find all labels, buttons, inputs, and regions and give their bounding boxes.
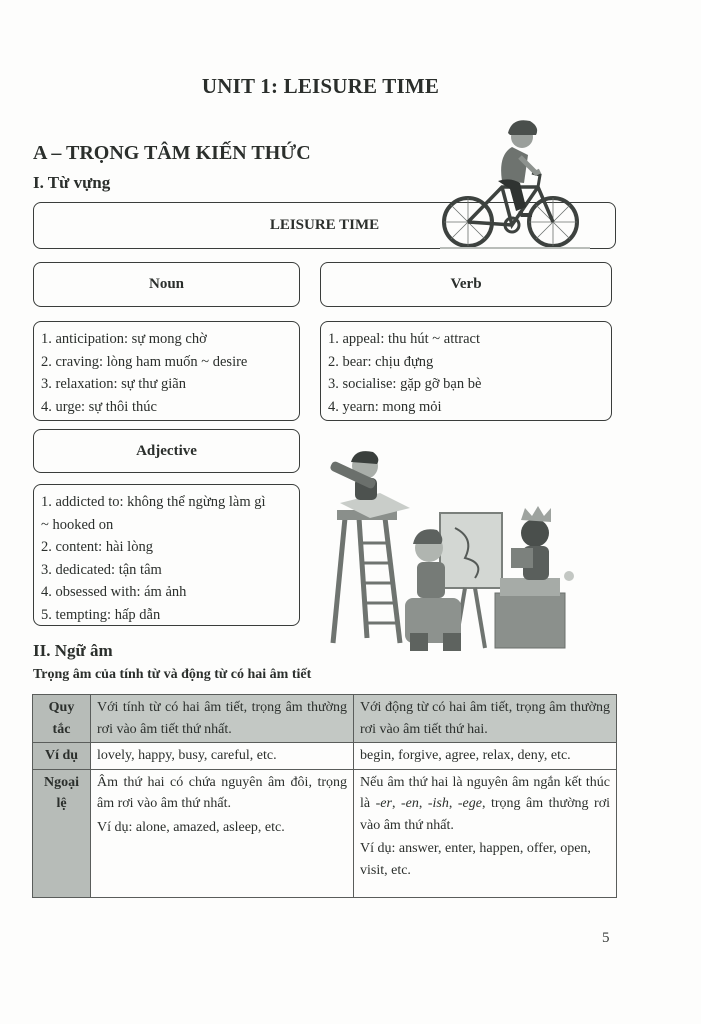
verb-item: 3. socialise: gặp gỡ bạn bè: [328, 376, 482, 392]
row-label: Quy tắc: [33, 695, 91, 743]
kids-crafts-illustration: [325, 448, 580, 653]
table-row-example: [33, 743, 617, 770]
stress-rules-table: [32, 694, 617, 898]
child-with-scissors-icon: [495, 506, 574, 648]
ladder-icon: [333, 518, 400, 643]
noun-list: [33, 321, 300, 421]
adjective-item: 5. tempting: hấp dẫn: [41, 606, 161, 623]
verb-header-box: [320, 262, 612, 307]
row-label: Ngoại lệ: [33, 769, 91, 897]
separator: ,: [448, 796, 458, 811]
noun-item: 2. craving: lòng ham muốn ~ desire: [41, 353, 248, 370]
suffix-en: -en: [400, 796, 419, 811]
phonetics-heading: II. Ngữ âm: [33, 641, 113, 660]
vocabulary-heading: I. Từ vựng: [33, 173, 111, 192]
adjective-example: lovely, happy, busy, careful, etc.: [91, 743, 354, 770]
verb-example: begin, forgive, agree, relax, deny, etc.: [354, 743, 617, 770]
suffix-ege: -ege: [457, 796, 482, 811]
suffix-er: -er: [375, 796, 392, 811]
separator: ,: [418, 796, 428, 811]
adjective-exception: [91, 769, 354, 897]
adjective-item: 2. content: hài lòng: [41, 539, 153, 555]
stress-heading: Trọng âm của tính từ và động từ có hai âm tiết: [33, 667, 312, 682]
unit-title: UNIT 1: LEISURE TIME: [201, 74, 440, 98]
cyclist-illustration: [440, 115, 590, 255]
noun-item: 4. urge: sự thôi thúc: [41, 398, 157, 415]
adjective-exception-example: Ví dụ: alone, amazed, asleep, etc.: [97, 819, 285, 835]
topic-box-label: LEISURE TIME: [269, 217, 380, 233]
adjective-exception-text: Âm thứ hai có chứa nguyên âm đôi, trọng âm rơi vào âm thứ nhất.: [97, 774, 347, 811]
verb-exception-lead: Nếu âm thứ hai là nguyên âm ngắn kết thúc là: [360, 774, 610, 811]
separator: ,: [391, 796, 401, 811]
adjective-header-box: [33, 429, 300, 473]
noun-item: 1. anticipation: sự mong chờ: [41, 331, 207, 347]
verb-exception: [354, 769, 617, 897]
verb-rule: Với động từ có hai âm tiết, trọng âm thường rơi vào âm tiết thứ hai.: [354, 695, 617, 743]
adjective-rule: Với tính từ có hai âm tiết, trọng âm thường rơi vào âm tiết thứ nhất.: [91, 695, 354, 743]
section-a-heading: A – TRỌNG TÂM KIẾN THỨC: [33, 142, 311, 164]
page-number: 5: [602, 930, 610, 946]
noun-header-box: [33, 262, 300, 307]
suffix-ish: -ish: [427, 796, 449, 811]
verb-item: 4. yearn: mong mỏi: [328, 398, 442, 415]
adjective-item: ~ hooked on: [41, 516, 114, 533]
verb-list: [320, 321, 612, 421]
verb-item: 1. appeal: thu hút ~ attract: [328, 331, 480, 347]
verb-exception-example: Ví dụ: answer, enter, happen, offer, open, visit, etc.: [360, 841, 591, 878]
adjective-list: [33, 484, 300, 626]
table-row-rule: [33, 695, 617, 743]
adjective-item: 4. obsessed with: ám ảnh: [41, 584, 187, 600]
noun-item: 3. relaxation: sự thư giãn: [41, 376, 186, 392]
row-label: Ví dụ: [33, 743, 91, 770]
verb-label: Verb: [450, 276, 482, 292]
table-row-exception: [33, 769, 617, 897]
child-with-pencil-icon: [329, 451, 378, 500]
adjective-label: Adjective: [136, 442, 197, 459]
adjective-item: 3. dedicated: tận tâm: [41, 561, 162, 578]
noun-label: Noun: [148, 276, 185, 292]
verb-item: 2. bear: chịu đựng: [328, 353, 434, 370]
verb-exception-tail: , trọng âm thường rơi vào âm thứ nhất.: [360, 796, 611, 833]
adjective-item: 1. addicted to: không thể ngừng làm gì: [41, 494, 266, 510]
verb-exception-text: [360, 772, 610, 837]
